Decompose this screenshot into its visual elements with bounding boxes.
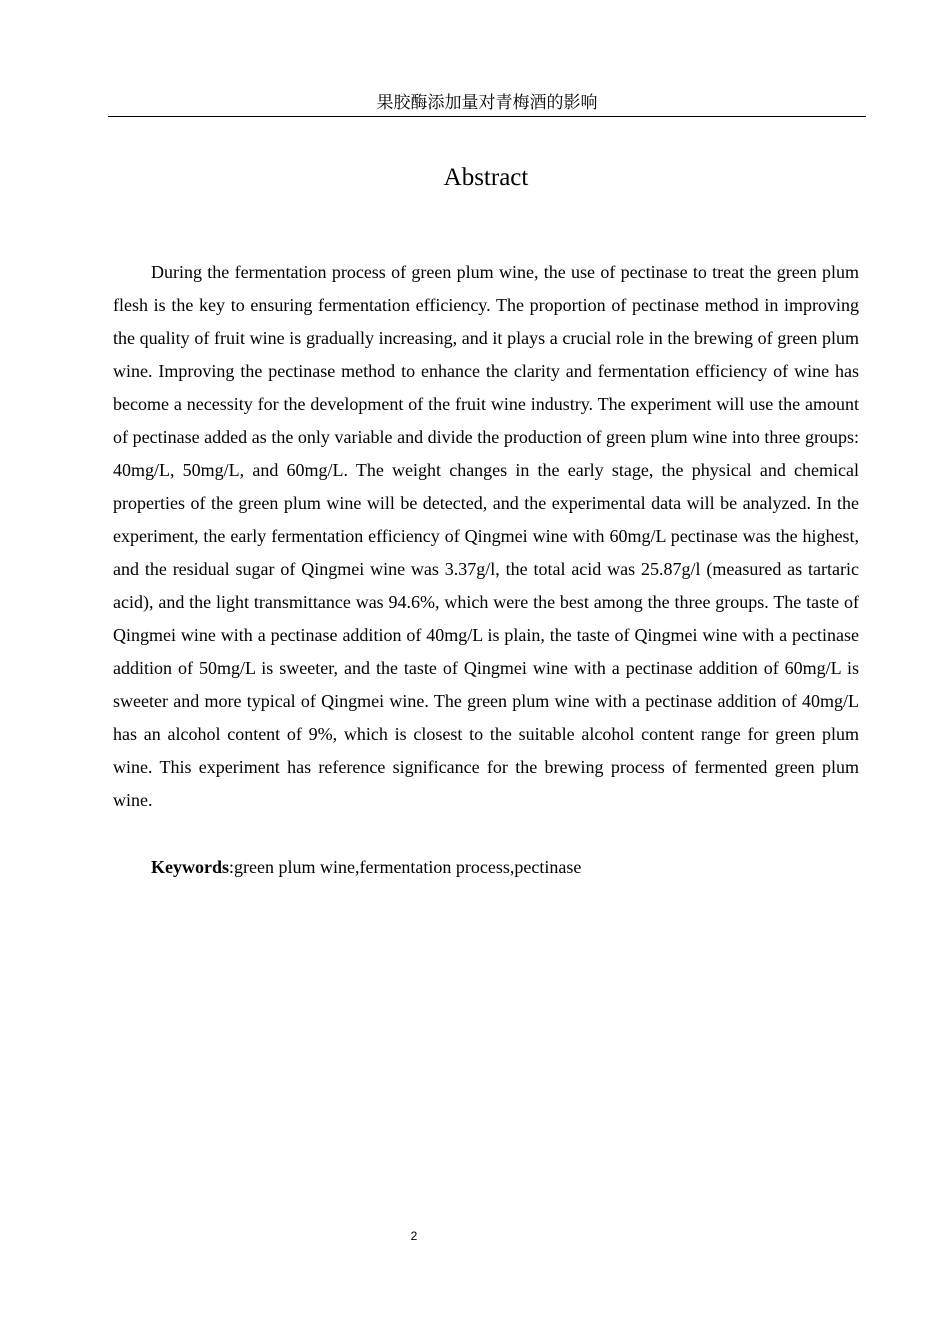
keywords-text: :green plum wine,fermentation process,pectinase	[229, 857, 582, 877]
running-header	[108, 92, 866, 117]
page-number: 2	[410, 1229, 418, 1243]
keywords-line	[113, 851, 859, 884]
abstract-body: During the fermentation process of green plum wine, the use of pectinase to treat the green plum flesh is the key to ensuring fermentation efficiency. The proportion of pectinase method in improving the quality of fruit wine is gradually increasing, and it plays a crucial role in the brewing of green plum wine. Improving the pectinase method to enhance the clarity and fermentation efficiency of wine has become a necessity for the development of the fruit wine industry. The experiment will use the amount of pectinase added as the only variable and divide the production of green plum wine into three groups: 40mg/L, 50mg/L, and 60mg/L. The weight changes in the early stage, the physical and chemical properties of the green plum wine will be detected, and the experimental data will be analyzed. In the experiment, the early fermentation efficiency of Qingmei wine with 60mg/L pectinase was the highest, and the residual sugar of Qingmei wine was 3.37g/l, the total acid was 25.87g/l (measured as tartaric acid), and the light transmittance was 94.6%, which were the best among the three groups. The taste of Qingmei wine with a pectinase addition of 40mg/L is plain, the taste of Qingmei wine with a pectinase addition of 50mg/L is sweeter, and the taste of Qingmei wine with a pectinase addition of 60mg/L is sweeter and more typical of Qingmei wine. The green plum wine with a pectinase addition of 40mg/L has an alcohol content of 9%, which is closest to the suitable alcohol content range for green plum wine. This experiment has reference significance for the brewing process of fermented green plum wine.	[113, 262, 859, 810]
keywords-label: Keywords	[151, 857, 229, 877]
running-header-title: 果胶酶添加量对青梅酒的影响	[376, 93, 598, 113]
abstract-title: Abstract	[443, 164, 529, 191]
